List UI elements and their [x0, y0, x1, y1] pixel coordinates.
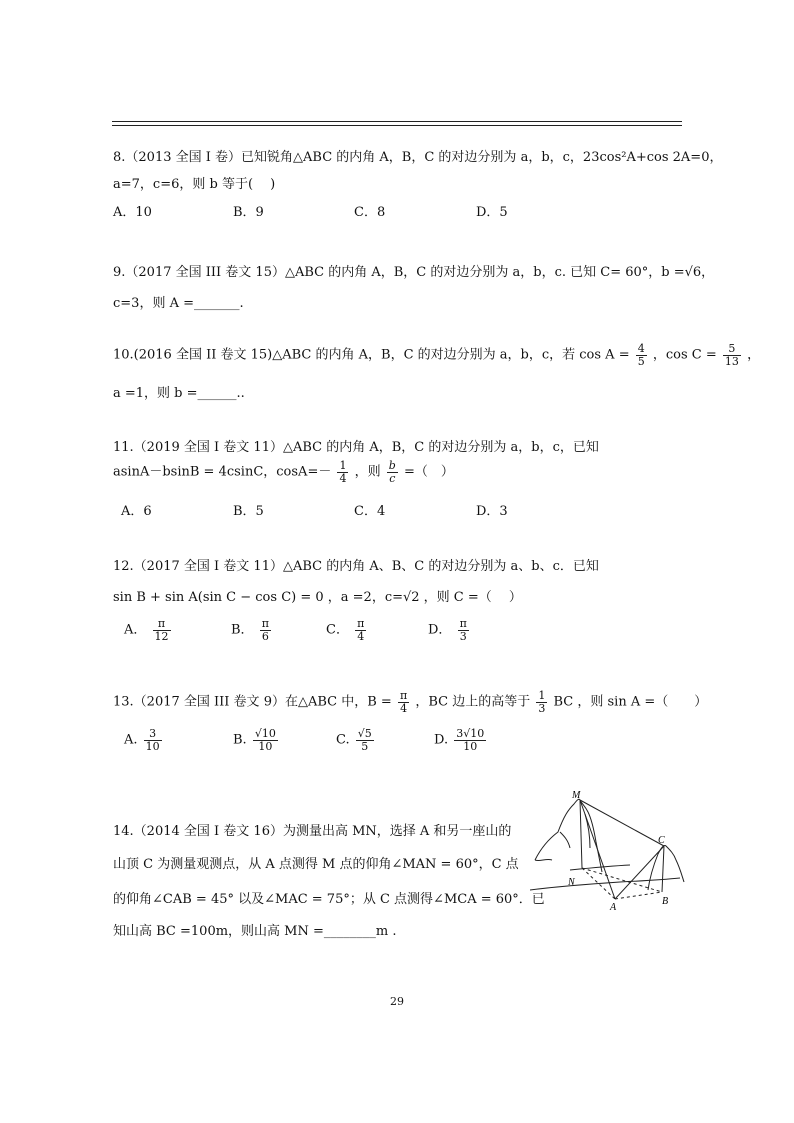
- header-rule: [112, 121, 682, 122]
- q13-option-b: [233, 728, 280, 752]
- frac-den: 4: [400, 701, 408, 715]
- q11-option-a: A．6: [121, 504, 152, 519]
- header-rule-thin: [112, 125, 682, 126]
- option-fraction: [144, 728, 162, 752]
- frac-den: 3: [538, 701, 546, 715]
- option-fraction: [153, 618, 171, 642]
- q8-option-c: C．8: [354, 205, 386, 220]
- frac-num: 1: [339, 459, 347, 472]
- option-fraction: [260, 618, 271, 642]
- frac-den: 10: [463, 739, 478, 753]
- q10-fraction-cosA: [636, 343, 647, 367]
- frac-num: π: [153, 618, 171, 631]
- option-fraction: [355, 618, 366, 642]
- q11-line2: [113, 460, 454, 484]
- q11-fraction-b-over-c: [387, 460, 398, 484]
- mountain-figure: [530, 786, 690, 916]
- option-fraction: [253, 728, 278, 752]
- q8-option-b: B．9: [233, 205, 264, 220]
- frac-num: 5: [723, 343, 741, 356]
- figure-label-b: B: [662, 896, 669, 907]
- frac-den: 13: [724, 354, 739, 368]
- q9-line1: 9.（2017 全国 III 卷文 15）△ABC 的内角 A，B，C 的对边分别为 a，b，c. 已知 C= 60°，b =√6，: [113, 265, 715, 280]
- frac-num: π: [399, 689, 408, 702]
- q13-text-b: ，BC 边上的高等于: [415, 694, 531, 710]
- q12-option-b: [231, 618, 273, 642]
- frac-den: 4: [339, 471, 347, 485]
- frac-num: √5: [357, 727, 372, 740]
- frac-den: 4: [357, 629, 365, 643]
- q11-option-c: C．4: [354, 504, 386, 519]
- q11-text-a: asinA－bsinB = 4csinC，cosA=－: [113, 464, 332, 480]
- frac-num: π: [261, 617, 269, 630]
- frac-num: π: [459, 617, 467, 630]
- q13-fraction-third: [536, 690, 547, 714]
- q11-text-c: =（ ）: [403, 464, 454, 480]
- frac-num: 1: [538, 689, 546, 702]
- q10-text-end: ，: [747, 347, 761, 363]
- frac-num: 3: [144, 728, 162, 741]
- q12-option-d: [428, 618, 471, 642]
- q13-option-d: [434, 728, 488, 752]
- q13-text-c: BC ，则 sin A =（ ）: [553, 694, 708, 710]
- q11-text-b: ，则: [354, 464, 381, 480]
- q9-line2: c=3，则 A =_______.: [113, 296, 244, 311]
- frac-num: 4: [637, 342, 645, 355]
- page-number: 29: [390, 995, 404, 1008]
- q10-line2: a =1，则 b =______..: [113, 386, 245, 401]
- frac-den: c: [389, 471, 396, 485]
- q12-line1: 12.（2017 全国 I 卷文 11）△ABC 的内角 A、B、C 的对边分别为 a、b、c．已知: [113, 559, 599, 574]
- option-label: D．: [428, 622, 452, 638]
- q12-line2: sin B + sin A(sin C − cos C) = 0 ，a =2，c=√2 ，则 C =（ ）: [113, 590, 522, 605]
- frac-den: 5: [361, 739, 369, 753]
- frac-num: √10: [254, 727, 276, 740]
- q13-text-a: 13.（2017 全国 III 卷文 9）在△ABC 中，B =: [113, 694, 392, 710]
- figure-label-n: N: [568, 877, 575, 888]
- option-label: C．: [326, 622, 349, 638]
- q8-option-d: D．5: [476, 205, 508, 220]
- option-fraction: [458, 618, 469, 642]
- frac-num: π: [357, 617, 365, 630]
- q10-text-mid: ，cos C =: [652, 347, 717, 363]
- option-label: D.: [434, 732, 449, 748]
- q8-option-a: A．10: [113, 205, 152, 220]
- option-label: A．: [124, 622, 147, 638]
- frac-num: b: [388, 459, 396, 472]
- option-fraction: [356, 728, 374, 752]
- q13-option-c: [336, 728, 376, 752]
- option-label: B．: [231, 622, 254, 638]
- frac-den: 10: [145, 739, 160, 753]
- q10-text-a: 10.(2016 全国 II 卷文 15)△ABC 的内角 A，B，C 的对边分别为 a，b，c，若 cos A =: [113, 347, 630, 363]
- q8-line2: a=7，c=6，则 b 等于( ): [113, 177, 276, 192]
- frac-den: 6: [261, 629, 269, 643]
- option-label: A.: [124, 732, 138, 748]
- option-fraction: [454, 728, 486, 752]
- frac-num: 3√10: [456, 727, 485, 740]
- q8-line1: 8.（2013 全国 I 卷）已知锐角△ABC 的内角 A，B，C 的对边分别为 a，b，c，23cos²A+cos 2A=0，: [113, 150, 723, 165]
- q13-option-a: [124, 728, 164, 752]
- frac-den: 12: [154, 629, 169, 643]
- frac-den: 10: [258, 739, 273, 753]
- q10-fraction-cosC: [723, 343, 741, 367]
- q12-option-c: [326, 618, 368, 642]
- q10-line1: [113, 343, 760, 367]
- q14-line1: 14.（2014 全国 I 卷文 16）为测量出高 MN，选择 A 和另一座山的: [113, 824, 512, 839]
- q14-line3: 的仰角∠CAB = 45° 以及∠MAC = 75°；从 C 点测得∠MCA = 60°．已: [113, 892, 545, 907]
- q11-option-d: D．3: [476, 504, 508, 519]
- q13-line1: [113, 690, 707, 714]
- frac-den: 5: [637, 354, 645, 368]
- q13-fraction-B: [398, 690, 409, 714]
- q11-option-b: B．5: [233, 504, 264, 519]
- figure-label-c: C: [658, 835, 665, 846]
- figure-label-a: A: [610, 902, 617, 913]
- q14-line4: 知山高 BC =100m，则山高 MN =________m .: [113, 924, 397, 939]
- option-label: B.: [233, 732, 247, 748]
- q11-line1: 11.（2019 全国 I 卷文 11）△ABC 的内角 A，B，C 的对边分别为 a，b，c，已知: [113, 440, 599, 455]
- figure-label-m: M: [572, 790, 581, 801]
- option-label: C.: [336, 732, 350, 748]
- q12-option-a: [124, 618, 173, 642]
- q14-line2: 山顶 C 为测量观测点，从 A 点测得 M 点的仰角∠MAN = 60°，C 点: [113, 857, 519, 872]
- frac-den: 3: [459, 629, 467, 643]
- q11-fraction-cosA: [337, 460, 348, 484]
